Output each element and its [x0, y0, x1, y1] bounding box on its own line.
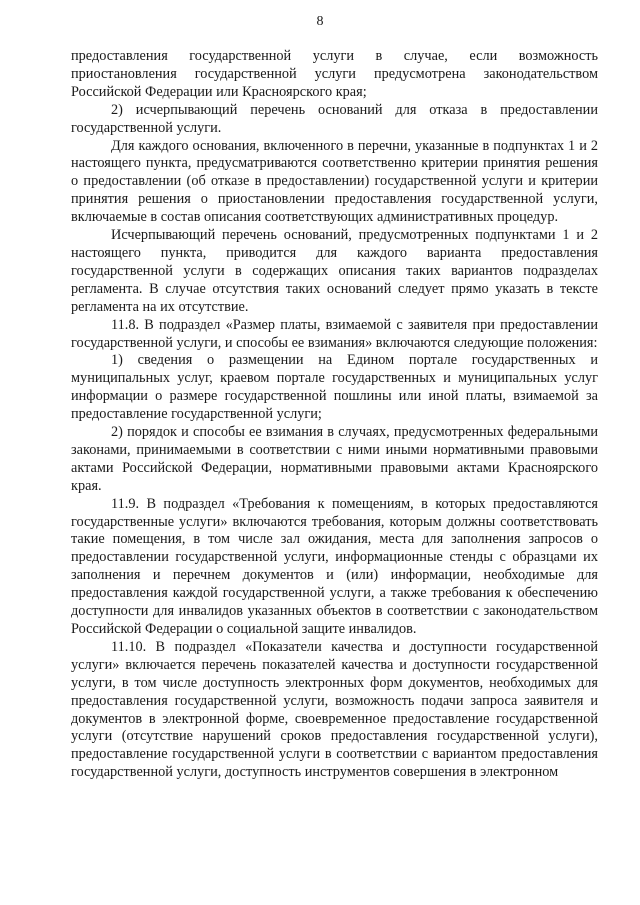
page-body: [71, 48, 598, 782]
paragraph: 11.8. В подраздел «Размер платы, взимаемой с заявителя при предоставлении государственной услуги, и способы ее взимания» включаются следующие положения:: [71, 316, 598, 351]
paragraph: предоставления государственной услуги в случае, если возможность приостановления государственной услуги предусмотрена законодательством Российской Федерации или Красноярского края;: [71, 48, 598, 100]
paragraph: 1) сведения о размещении на Едином портале государственных и муниципальных услуг, краевом портале государственных и муниципальных услуг информации о размере государственной пошлины или иной платы, взимаемой за предоставление государственной услуги;: [71, 352, 598, 423]
paragraph: 2) исчерпывающий перечень оснований для отказа в предоставлении государственной услуги.: [71, 101, 598, 136]
paragraph: Для каждого основания, включенного в перечни, указанные в подпунктах 1 и 2 настоящего пункта, предусматриваются соответственно критерии принятия решения о предоставлении (об отказе в предоставлении) государственной услуги и критерии принятия решения о приостановлении предоставления государственной услуги, включаемые в состав описания соответствующих административных процедур.: [71, 137, 598, 226]
paragraph: 2) порядок и способы ее взимания в случаях, предусмотренных федеральными законами, принимаемыми в соответствии с ними иными нормативными правовыми актами Российской Федерации, нормативными правовыми актами Красноярского края.: [71, 424, 598, 494]
paragraph: 11.9. В подраздел «Требования к помещениям, в которых предоставляются государственные услуги» включаются требования, которым должны соответствовать такие помещения, в том числе зал ожидания, места для заполнения запросов о предоставлении государственной услуги, информационные стенды с образцами их заполнения и перечнем документов и (или) информации, необходимые для предоставления каждой государственной услуги, а также требования к обеспечению доступности для инвалидов указанных объектов в соответствии с законодательством Российской Федерации о социальной защите инвалидов.: [71, 495, 598, 637]
paragraph: Исчерпывающий перечень оснований, предусмотренных подпунктами 1 и 2 настоящего пункта, приводится для каждого варианта предоставления государственной услуги в содержащих описания таких вариантов подразделах регламента. В случае отсутствия таких оснований следует прямо указать в тексте регламента на их отсутствие.: [71, 227, 598, 315]
paragraph: 11.10. В подраздел «Показатели качества и доступности государственной услуги» включается перечень показателей качества и доступности государственной услуги, в том числе доступность электронных форм документов, необходимых для предоставления государственной услуги, возможность подачи запроса заявителя и документов в электронной форме, своевременное предоставление государственной услуги (отсутствие нарушений сроков предоставления государственной услуги), предоставление государственной услуги в соответствии с вариантом предоставления государственной услуги, доступность инструментов совершения в электронном: [71, 638, 598, 781]
page-number: 8: [316, 14, 324, 29]
